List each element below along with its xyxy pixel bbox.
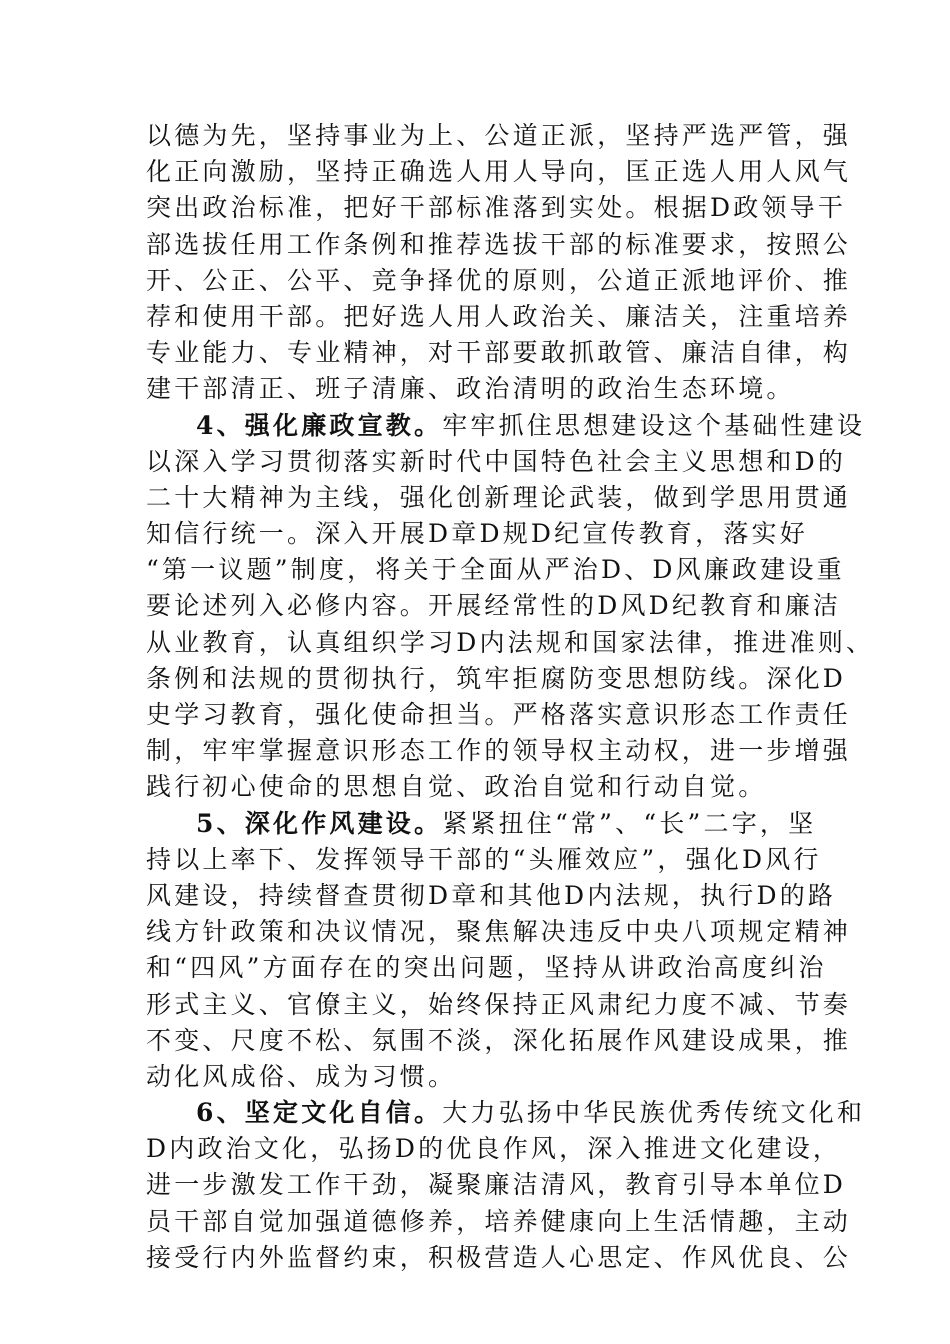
body-line: 不变、尺度不松、氛围不淡，深化拓展作风建设成果，推 <box>146 1025 852 1055</box>
body-line: 风建设，持续督查贯彻D章和其他D内法规，执行D的路 <box>146 880 837 910</box>
body-line: 以深入学习贯彻落实新时代中国特色社会主义思想和D的 <box>146 446 847 476</box>
body-line: 荐和使用干部。把好选人用人政治关、廉洁关，注重培养 <box>146 301 852 331</box>
body-line: 以德为先，坚持事业为上、公道正派，坚持严选严管，强 <box>146 121 852 150</box>
body-line: 部选拔任用工作条例和推荐选拔干部的标准要求，按照公 <box>146 229 852 259</box>
body-line: 持以上率下、发挥领导干部的“头雁效应”，强化D风行 <box>146 844 822 874</box>
body-line: 线方针政策和决议情况，聚焦解决违反中央八项规定精神 <box>146 917 852 947</box>
section-heading-5: 5、深化作风建设。 <box>196 808 443 838</box>
body-line: 和“四风”方面存在的突出问题，坚持从讲政治高度纠治 <box>146 953 827 983</box>
body-line: 突出政治标准，把好干部标准落到实处。根据D政领导干 <box>146 193 847 223</box>
section-5-text: 紧紧扭住“常”、“长”二字，坚 <box>442 808 817 838</box>
body-line: 条例和法规的贯彻执行，筑牢拒腐防变思想防线。深化D <box>146 663 847 693</box>
section-heading-4: 4、强化廉政宣教。 <box>196 410 443 440</box>
body-line: 从业教育，认真组织学习D内法规和国家法律，推进准则、 <box>146 627 875 657</box>
section-heading-6: 6、坚定文化自信。 <box>196 1098 443 1128</box>
body-line: 史学习教育，强化使命担当。严格落实意识形态工作责任 <box>146 700 852 729</box>
body-line: 接受行内外监督约束，积极营造人心思定、作风优良、公 <box>146 1242 852 1272</box>
body-line: 开、公正、公平、竞争择优的原则，公道正派地评价、推 <box>146 265 852 295</box>
section-6-text: 大力弘扬中华民族优秀传统文化和 <box>442 1098 866 1128</box>
body-line: 形式主义、官僚主义，始终保持正风肃纪力度不减、节奏 <box>146 989 852 1019</box>
section-5-first-line <box>146 806 826 842</box>
body-line: 专业能力、专业精神，对干部要敢抓敢管、廉洁自律，构 <box>146 338 852 368</box>
body-line: D内政治文化，弘扬D的优良作风，深入推进文化建设， <box>146 1134 842 1164</box>
section-6-first-line <box>146 1095 866 1131</box>
body-line: “第一议题”制度，将关于全面从严治D、D风廉政建设重 <box>146 555 845 585</box>
body-line: 化正向激励，坚持正确选人用人导向，匡正选人用人风气 <box>146 157 852 187</box>
body-line: 员干部自觉加强道德修养，培养健康向上生活情趣，主动 <box>146 1206 852 1236</box>
body-line: 要论述列入必修内容。开展经常性的D风D纪教育和廉洁 <box>146 591 842 621</box>
body-line: 制，牢牢掌握意识形态工作的领导权主动权，进一步增强 <box>146 736 852 766</box>
document-body <box>146 118 875 1276</box>
body-line: 建干部清正、班子清廉、政治清明的政治生态环境。 <box>146 374 795 404</box>
body-line: 知信行统一。深入开展D章D规D纪宣传教育，落实好 <box>146 519 808 549</box>
body-line: 二十大精神为主线，强化创新理论武装，做到学思用贯通 <box>146 482 852 512</box>
section-4-text: 牢牢抓住思想建设这个基础性建设 <box>442 410 866 440</box>
section-4-first-line <box>146 408 866 444</box>
body-line: 践行初心使命的思想自觉、政治自觉和行动自觉。 <box>146 772 767 802</box>
body-line: 进一步激发工作干劲，凝聚廉洁清风，教育引导本单位D <box>146 1170 847 1200</box>
body-line: 动化风成俗、成为习惯。 <box>146 1061 457 1091</box>
